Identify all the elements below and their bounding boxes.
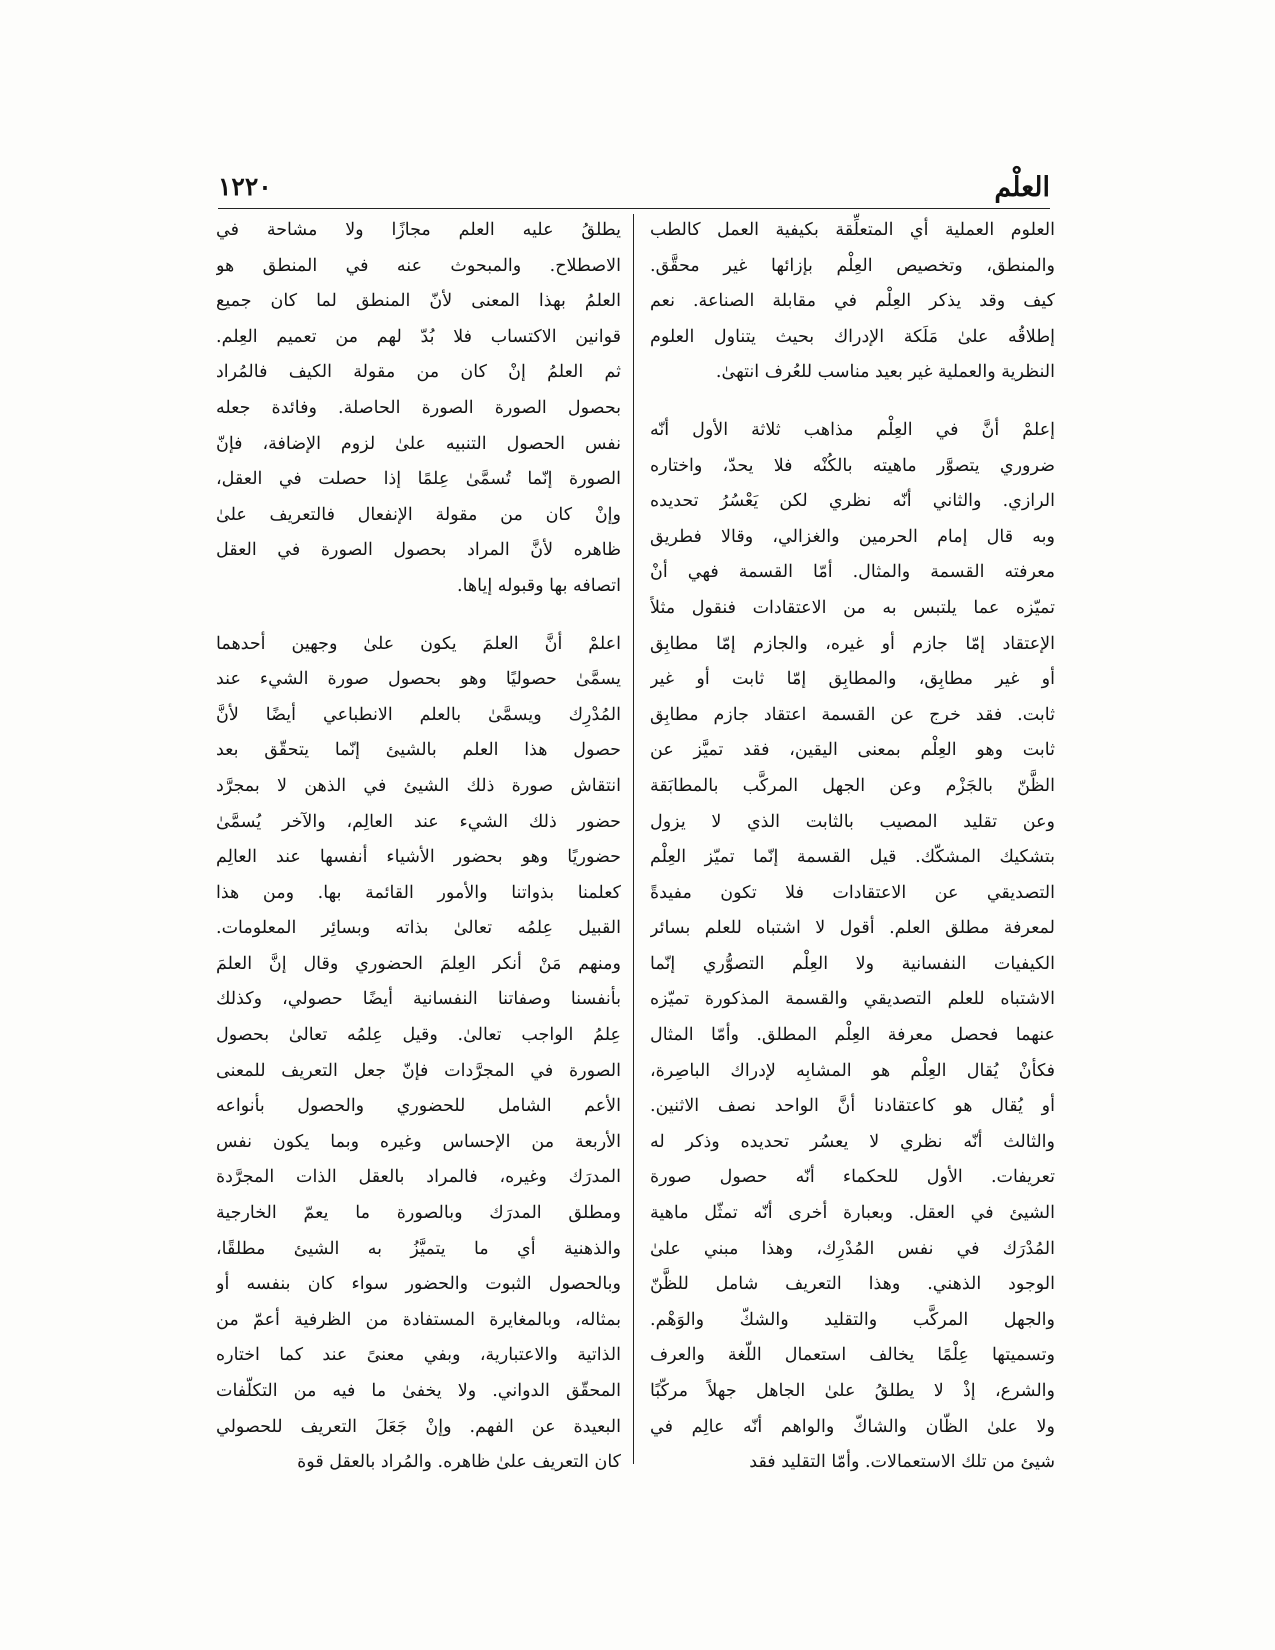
- text-line: النظرية والعملية غير بعيد مناسب للعُرف انتهىٰ.: [715, 362, 1055, 383]
- text-line: العلمُ بهذا المعنى لأنّ المنطق لما كان جميع: [216, 291, 621, 312]
- text-line: والذهنية أي ما يتميَّزُ به الشيئ مطلقًا،: [216, 1238, 621, 1259]
- text-line: الذاتية والاعتبارية، وبفي معنىً عند كما اختاره: [216, 1345, 621, 1366]
- text-line: الوجود الذهني. وهذا التعريف شامل للظَّنّ: [650, 1274, 1055, 1295]
- text-line: وتسميتها عِلْمًا يخالف استعمال اللّغة والعرف: [650, 1345, 1055, 1366]
- text-line: والجهل المركَّب والتقليد والشكّ والوَهْم.: [650, 1309, 1055, 1330]
- left-paragraph-2: [216, 627, 621, 1481]
- text-line: بتشكيك المشكّك. قيل القسمة إنّما تميّز العِلْم: [650, 847, 1055, 868]
- text-line: تعريفات. الأول للحكماء أنّه حصول صورة: [650, 1167, 1055, 1188]
- text-line: اتصافه بها وقبوله إياها.: [457, 575, 621, 596]
- paragraph-gap: [650, 391, 1055, 413]
- text-line: كعلمنا بذواتنا والأمور القائمة بها. ومن هذا: [216, 882, 621, 903]
- text-line: كان التعريف علىٰ ظاهره. والمُراد بالعقل قوة: [297, 1452, 621, 1473]
- text-line: الصورة في المجرَّدات فإنّ جعل التعريف للمعنى: [216, 1060, 621, 1081]
- text-line: ومطلق المدرَك وبالصورة ما يعمّ الخارجية: [216, 1203, 621, 1224]
- text-line: بأنفسنا وصفاتنا النفسانية أيضًا حصولي، وكذلك: [216, 989, 621, 1010]
- text-line: الظَّنّ بالجَزْم وعن الجهل المركَّب بالمطابَقة: [650, 775, 1055, 796]
- text-line: معرفته القسمة والمثال. أمّا القسمة فهي أنْ: [650, 562, 1055, 583]
- text-line: إعلمْ أنَّ في العِلْم مذاهب ثلاثة الأول أنّه: [650, 419, 1055, 440]
- text-line: فكأنْ يُقال العِلْم هو المشابِه لإدراك الباصِرة،: [650, 1060, 1055, 1081]
- text-line: يسمَّىٰ حصوليًا وهو بحصول صورة الشيء عند: [216, 669, 621, 690]
- text-line: الكيفيات النفسانية ولا العِلْم التصوُّري إنّما: [650, 953, 1055, 974]
- text-line: الاشتباه للعلم التصديقي والقسمة المذكورة تميّزه: [650, 989, 1055, 1010]
- text-line: والشرع، إذْ لا يطلقُ علىٰ الجاهل جهلاً مركّبًا: [650, 1381, 1055, 1401]
- text-line: اعلمْ أنَّ العلمَ يكون علىٰ وجهين أحدهما: [216, 633, 621, 654]
- page-header: [218, 172, 1050, 204]
- text-line: بمثاله، وبالمغايرة المستفادة من الظرفية أعمّ من: [216, 1309, 621, 1330]
- text-line: المحقّق الدواني. ولا يخفىٰ ما فيه من التكلّفات: [216, 1381, 621, 1401]
- text-line: التصديقي عن الاعتقادات فلا تكون مفيدةً: [650, 882, 1055, 903]
- text-line: حصول هذا العلم بالشيئ إنّما يتحقّق بعد: [216, 740, 621, 761]
- text-line: يطلقُ عليه العلم مجازًا ولا مشاحة في: [216, 220, 621, 240]
- text-line: لمعرفة مطلق العلم. أقول لا اشتباه للعلم بسائر: [650, 918, 1055, 939]
- right-column: [650, 213, 1055, 1481]
- text-line: المُدْرَك في نفس المُدْرِك، وهذا مبني علىٰ: [650, 1238, 1055, 1259]
- text-line: القبيل عِلمُه تعالىٰ بذاته وبسائِر المعلومات.: [216, 918, 621, 939]
- text-line: ولا علىٰ الظّان والشاكّ والواهم أنّه عالِم في: [650, 1416, 1055, 1437]
- text-line: وبالحصول الثبوت والحضور سواء كان بنفسه أو: [216, 1274, 621, 1295]
- text-line: المدرَك وغيره، فالمراد بالعقل الذات المجرَّدة: [216, 1167, 621, 1188]
- text-line: الأربعة من الإحساس وغيره وبما يكون نفس: [216, 1131, 621, 1152]
- text-line: الصورة إنّما تُسمَّىٰ عِلمًا إذا حصلت في العقل،: [216, 469, 621, 490]
- text-line: الرازي. والثاني أنّه نظري لكن يَعْسُرُ تحديده: [650, 491, 1055, 512]
- text-line: نفس الحصول التنبيه علىٰ لزوم الإضافة، فإنّ: [216, 433, 621, 454]
- text-line: وبه قال إمام الحرمين والغزالي، وقالا فطريق: [650, 526, 1055, 547]
- left-paragraph-1: [216, 213, 621, 605]
- text-line: ثابت وهو العِلْم بمعنى اليقين، فقد تميَّز عن: [650, 740, 1055, 761]
- page-number: ١٢٢٠: [218, 172, 272, 201]
- text-line: وعن تقليد المصيب بالثابت الذي لا يزول: [650, 811, 1055, 832]
- text-line: الاصطلاح. والمبحوث عنه في المنطق هو: [216, 255, 621, 276]
- text-line: إطلاقُه علىٰ مَلَكة الإدراك بحيث يتناول العلوم: [650, 326, 1055, 347]
- text-line: الأعم الشامل للحضوري والحصول بأنواعه: [216, 1096, 621, 1117]
- text-line: الشيئ في العقل. وبعبارة أخرى أنّه تمثّل ماهية: [650, 1203, 1055, 1224]
- paragraph-gap: [216, 605, 621, 627]
- text-line: المُدْرِك ويسمَّىٰ بالعلم الانطباعي أيضًا لأنَّ: [216, 704, 621, 725]
- text-line: ومنهم مَنْ أنكر العِلمَ الحضوري وقال إنَّ العلمَ: [216, 953, 621, 974]
- text-line: حضوريًا وهو بحضور الأشياء أنفسها عند العالِم: [216, 847, 621, 868]
- text-line: قوانين الاكتساب فلا بُدّ لهم من تعميم العِلم.: [216, 326, 621, 347]
- text-line: شيئ من تلك الاستعمالات. وأمّا التقليد فقد: [749, 1452, 1055, 1473]
- text-line: كيف وقد يذكر العِلْم في مقابلة الصناعة. نعم: [650, 291, 1055, 312]
- text-line: عنهما فحصل معرفة العِلْم المطلق. وأمّا المثال: [650, 1025, 1055, 1046]
- left-column: [216, 213, 621, 1481]
- text-line: أو يُقال هو كاعتقادنا أنَّ الواحد نصف الاثنين.: [650, 1096, 1055, 1117]
- text-line: حضور ذلك الشيء عند العالِم، والآخر يُسمَّىٰ: [216, 811, 621, 832]
- text-line: تميّزه عما يلتبس به من الاعتقادات فنقول مثلاً: [650, 597, 1055, 618]
- header-rule: [218, 208, 1050, 209]
- column-divider: [633, 214, 634, 1464]
- text-line: وإنْ كان من مقولة الإنفعال فالتعريف علىٰ: [216, 504, 621, 525]
- text-line: الإعتقاد إمّا جازم أو غيره، والجازم إمّا مطابِق: [650, 633, 1055, 654]
- text-line: والمنطق، وتخصيص العِلْم بإزائها غير محقَّق.: [650, 255, 1055, 276]
- right-paragraph-1: [650, 213, 1055, 391]
- text-line: انتقاش صورة ذلك الشيئ في الذهن لا بمجرَّد: [216, 775, 621, 796]
- text-line: ثم العلمُ إنْ كان من مقولة الكيف فالمُراد: [216, 362, 621, 383]
- running-title: العلْم: [994, 172, 1050, 203]
- text-line: أو غير مطابِق، والمطابِق إمّا ثابت أو غير: [650, 669, 1055, 690]
- right-paragraph-2: [650, 413, 1055, 1481]
- text-line: بحصول الصورة الصورة الحاصلة. وفائدة جعله: [216, 397, 621, 418]
- text-line: ظاهره لأنَّ المراد بحصول الصورة في العقل: [216, 540, 621, 561]
- text-line: البعيدة عن الفهم. وإنْ جَعَلَ التعريف للحصولي: [216, 1416, 621, 1437]
- text-line: ثابت. فقد خرج عن القسمة اعتقاد جازم مطابِق: [650, 704, 1055, 725]
- text-line: ضروري يتصوَّر ماهيته بالكُنْه فلا يحدّ، واختاره: [650, 455, 1055, 476]
- text-line: عِلمُ الواجب تعالىٰ. وقيل عِلمُه تعالىٰ بحصول: [216, 1025, 621, 1046]
- text-line: والثالث أنّه نظري لا يعسُر تحديده وذكر له: [650, 1131, 1055, 1152]
- text-line: العلوم العملية أي المتعلِّقة بكيفية العمل كالطب: [650, 220, 1055, 240]
